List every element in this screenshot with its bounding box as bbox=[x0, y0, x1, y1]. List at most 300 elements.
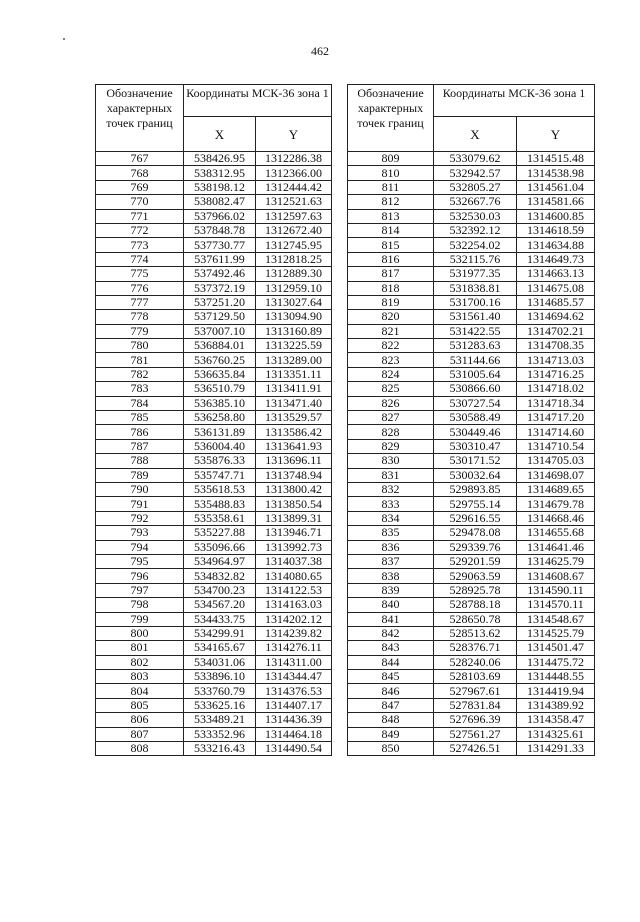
table-row bbox=[96, 166, 332, 180]
point-number: 789 bbox=[96, 468, 184, 482]
coord-y: 1314448.55 bbox=[517, 670, 595, 684]
table-row bbox=[348, 698, 595, 712]
coord-y: 1314714.60 bbox=[517, 425, 595, 439]
coord-y: 1314276.11 bbox=[256, 641, 332, 655]
table-row bbox=[96, 454, 332, 468]
point-number: 778 bbox=[96, 310, 184, 324]
coord-y: 1314718.34 bbox=[517, 396, 595, 410]
point-number: 824 bbox=[348, 367, 434, 381]
coord-x: 531838.81 bbox=[434, 281, 517, 295]
coord-x: 528513.62 bbox=[434, 626, 517, 640]
coord-x: 536004.40 bbox=[184, 439, 256, 453]
coord-x: 529893.85 bbox=[434, 482, 517, 496]
coord-y: 1314702.21 bbox=[517, 324, 595, 338]
table-row bbox=[348, 482, 595, 496]
coord-x: 536510.79 bbox=[184, 382, 256, 396]
coord-y: 1312745.95 bbox=[256, 238, 332, 252]
coord-x: 538426.95 bbox=[184, 152, 256, 166]
coord-x: 536635.84 bbox=[184, 367, 256, 381]
coord-x: 529201.59 bbox=[434, 554, 517, 568]
table-row bbox=[96, 324, 332, 338]
table-row bbox=[96, 396, 332, 410]
point-number: 775 bbox=[96, 267, 184, 281]
point-number: 800 bbox=[96, 626, 184, 640]
table-row bbox=[96, 310, 332, 324]
point-number: 826 bbox=[348, 396, 434, 410]
coord-y: 1314291.33 bbox=[517, 742, 595, 756]
coord-y: 1314675.08 bbox=[517, 281, 595, 295]
point-number: 837 bbox=[348, 554, 434, 568]
table-row bbox=[348, 670, 595, 684]
point-number: 823 bbox=[348, 353, 434, 367]
table-row bbox=[96, 684, 332, 698]
point-number: 794 bbox=[96, 540, 184, 554]
coord-x: 532254.02 bbox=[434, 238, 517, 252]
point-number: 832 bbox=[348, 482, 434, 496]
coord-y: 1314358.47 bbox=[517, 713, 595, 727]
table-row bbox=[96, 295, 332, 309]
point-number: 814 bbox=[348, 223, 434, 237]
coord-y: 1314655.68 bbox=[517, 526, 595, 540]
coord-y: 1314464.18 bbox=[256, 727, 332, 741]
table-row bbox=[348, 382, 595, 396]
coord-x: 537251.20 bbox=[184, 295, 256, 309]
coord-y: 1314419.94 bbox=[517, 684, 595, 698]
table-row bbox=[348, 324, 595, 338]
coord-x: 528788.18 bbox=[434, 598, 517, 612]
point-number: 839 bbox=[348, 583, 434, 597]
table-row bbox=[96, 612, 332, 626]
coord-y: 1313992.73 bbox=[256, 540, 332, 554]
table-row bbox=[96, 670, 332, 684]
header-y: Y bbox=[517, 117, 595, 152]
coord-y: 1314561.04 bbox=[517, 180, 595, 194]
coord-y: 1313946.71 bbox=[256, 526, 332, 540]
point-number: 801 bbox=[96, 641, 184, 655]
table-row bbox=[96, 742, 332, 756]
coord-y: 1314641.46 bbox=[517, 540, 595, 554]
coord-y: 1314581.66 bbox=[517, 195, 595, 209]
table-row bbox=[96, 425, 332, 439]
coord-x: 533760.79 bbox=[184, 684, 256, 698]
table-row bbox=[348, 511, 595, 525]
point-number: 785 bbox=[96, 411, 184, 425]
coord-x: 537966.02 bbox=[184, 209, 256, 223]
coord-x: 531977.35 bbox=[434, 267, 517, 281]
table-row bbox=[348, 411, 595, 425]
coord-x: 533352.96 bbox=[184, 727, 256, 741]
coord-x: 529755.14 bbox=[434, 497, 517, 511]
table-row bbox=[96, 598, 332, 612]
coord-x: 531561.40 bbox=[434, 310, 517, 324]
coord-x: 535747.71 bbox=[184, 468, 256, 482]
header-coordinate-system: Координаты МСК-36 зона 1 bbox=[184, 85, 332, 117]
point-number: 776 bbox=[96, 281, 184, 295]
table-row bbox=[96, 209, 332, 223]
point-number: 834 bbox=[348, 511, 434, 525]
coord-x: 530310.47 bbox=[434, 439, 517, 453]
coord-x: 531283.63 bbox=[434, 339, 517, 353]
coord-y: 1314716.25 bbox=[517, 367, 595, 381]
coord-x: 531700.16 bbox=[434, 295, 517, 309]
point-number: 770 bbox=[96, 195, 184, 209]
coord-y: 1314713.03 bbox=[517, 353, 595, 367]
point-number: 849 bbox=[348, 727, 434, 741]
coord-x: 534165.67 bbox=[184, 641, 256, 655]
table-row bbox=[348, 267, 595, 281]
table-row bbox=[348, 209, 595, 223]
coord-y: 1314708.35 bbox=[517, 339, 595, 353]
table-row bbox=[348, 367, 595, 381]
table-row bbox=[348, 195, 595, 209]
table-row bbox=[96, 252, 332, 266]
point-number: 825 bbox=[348, 382, 434, 396]
point-number: 802 bbox=[96, 655, 184, 669]
point-number: 848 bbox=[348, 713, 434, 727]
point-number: 842 bbox=[348, 626, 434, 640]
table-row bbox=[96, 180, 332, 194]
table-row bbox=[348, 180, 595, 194]
coord-x: 537129.50 bbox=[184, 310, 256, 324]
page-number: 462 bbox=[311, 44, 329, 58]
coord-y: 1314608.67 bbox=[517, 569, 595, 583]
table-row bbox=[96, 238, 332, 252]
coord-y: 1314548.67 bbox=[517, 612, 595, 626]
header-x: X bbox=[434, 117, 517, 152]
coord-y: 1314501.47 bbox=[517, 641, 595, 655]
point-number: 793 bbox=[96, 526, 184, 540]
table-row bbox=[348, 252, 595, 266]
coord-x: 537492.46 bbox=[184, 267, 256, 281]
coord-y: 1314649.73 bbox=[517, 252, 595, 266]
coord-y: 1314663.13 bbox=[517, 267, 595, 281]
coord-x: 533079.62 bbox=[434, 152, 517, 166]
coord-y: 1312444.42 bbox=[256, 180, 332, 194]
table-row bbox=[348, 655, 595, 669]
coord-y: 1313850.54 bbox=[256, 497, 332, 511]
coord-y: 1313225.59 bbox=[256, 339, 332, 353]
point-number: 783 bbox=[96, 382, 184, 396]
table-row bbox=[96, 497, 332, 511]
point-number: 813 bbox=[348, 209, 434, 223]
table-row bbox=[96, 223, 332, 237]
coord-x: 535876.33 bbox=[184, 454, 256, 468]
point-number: 807 bbox=[96, 727, 184, 741]
coord-x: 527426.51 bbox=[434, 742, 517, 756]
point-number: 822 bbox=[348, 339, 434, 353]
coord-y: 1313696.11 bbox=[256, 454, 332, 468]
table-row bbox=[348, 540, 595, 554]
point-number: 836 bbox=[348, 540, 434, 554]
coord-x: 535096.66 bbox=[184, 540, 256, 554]
coord-x: 533489.21 bbox=[184, 713, 256, 727]
coord-y: 1312597.63 bbox=[256, 209, 332, 223]
point-number: 806 bbox=[96, 713, 184, 727]
table-row bbox=[96, 713, 332, 727]
coord-y: 1314634.88 bbox=[517, 238, 595, 252]
coord-x: 527831.84 bbox=[434, 698, 517, 712]
point-number: 792 bbox=[96, 511, 184, 525]
point-number: 816 bbox=[348, 252, 434, 266]
point-number: 784 bbox=[96, 396, 184, 410]
coord-y: 1313586.42 bbox=[256, 425, 332, 439]
point-number: 833 bbox=[348, 497, 434, 511]
point-number: 840 bbox=[348, 598, 434, 612]
point-number: 773 bbox=[96, 238, 184, 252]
point-number: 838 bbox=[348, 569, 434, 583]
coord-y: 1314407.17 bbox=[256, 698, 332, 712]
table-row bbox=[96, 367, 332, 381]
coord-x: 527696.39 bbox=[434, 713, 517, 727]
table-row bbox=[348, 425, 595, 439]
coord-x: 532392.12 bbox=[434, 223, 517, 237]
point-number: 781 bbox=[96, 353, 184, 367]
coord-y: 1313289.00 bbox=[256, 353, 332, 367]
coord-y: 1314685.57 bbox=[517, 295, 595, 309]
coord-x: 529063.59 bbox=[434, 569, 517, 583]
table-row bbox=[96, 655, 332, 669]
point-number: 850 bbox=[348, 742, 434, 756]
point-number: 786 bbox=[96, 425, 184, 439]
coord-x: 534832.82 bbox=[184, 569, 256, 583]
table-row bbox=[348, 742, 595, 756]
coord-x: 530588.49 bbox=[434, 411, 517, 425]
coord-x: 527967.61 bbox=[434, 684, 517, 698]
coord-y: 1314679.78 bbox=[517, 497, 595, 511]
coord-y: 1314625.79 bbox=[517, 554, 595, 568]
point-number: 809 bbox=[348, 152, 434, 166]
table-row bbox=[348, 353, 595, 367]
coord-x: 528376.71 bbox=[434, 641, 517, 655]
point-number: 828 bbox=[348, 425, 434, 439]
table-row bbox=[96, 526, 332, 540]
point-number: 815 bbox=[348, 238, 434, 252]
coordinates-table-left bbox=[95, 84, 332, 756]
coord-x: 537007.10 bbox=[184, 324, 256, 338]
table-row bbox=[348, 310, 595, 324]
coordinates-table-right bbox=[347, 84, 595, 756]
point-number: 803 bbox=[96, 670, 184, 684]
table-row bbox=[348, 454, 595, 468]
coord-y: 1314389.92 bbox=[517, 698, 595, 712]
point-number: 782 bbox=[96, 367, 184, 381]
coord-x: 533216.43 bbox=[184, 742, 256, 756]
coord-y: 1314718.02 bbox=[517, 382, 595, 396]
coord-x: 531422.55 bbox=[434, 324, 517, 338]
coord-x: 537372.19 bbox=[184, 281, 256, 295]
point-number: 841 bbox=[348, 612, 434, 626]
table-row bbox=[96, 468, 332, 482]
coord-x: 530032.64 bbox=[434, 468, 517, 482]
point-number: 798 bbox=[96, 598, 184, 612]
coord-x: 534299.91 bbox=[184, 626, 256, 640]
table-row bbox=[348, 684, 595, 698]
point-number: 808 bbox=[96, 742, 184, 756]
coord-y: 1312889.30 bbox=[256, 267, 332, 281]
coord-y: 1314525.79 bbox=[517, 626, 595, 640]
coord-x: 529478.08 bbox=[434, 526, 517, 540]
coord-x: 532530.03 bbox=[434, 209, 517, 223]
coord-y: 1314344.47 bbox=[256, 670, 332, 684]
point-number: 845 bbox=[348, 670, 434, 684]
table-row bbox=[348, 396, 595, 410]
table-row bbox=[348, 281, 595, 295]
coord-y: 1314698.07 bbox=[517, 468, 595, 482]
point-number: 817 bbox=[348, 267, 434, 281]
coord-y: 1314436.39 bbox=[256, 713, 332, 727]
table-row bbox=[348, 626, 595, 640]
coord-x: 528650.78 bbox=[434, 612, 517, 626]
table-row bbox=[348, 223, 595, 237]
coord-y: 1314239.82 bbox=[256, 626, 332, 640]
point-number: 804 bbox=[96, 684, 184, 698]
point-number: 827 bbox=[348, 411, 434, 425]
header-y: Y bbox=[256, 117, 332, 152]
point-number: 791 bbox=[96, 497, 184, 511]
coord-x: 538082.47 bbox=[184, 195, 256, 209]
table-row bbox=[348, 727, 595, 741]
coord-y: 1314376.53 bbox=[256, 684, 332, 698]
point-number: 771 bbox=[96, 209, 184, 223]
point-number: 767 bbox=[96, 152, 184, 166]
coord-x: 528925.78 bbox=[434, 583, 517, 597]
coord-x: 530866.60 bbox=[434, 382, 517, 396]
table-row bbox=[96, 267, 332, 281]
point-number: 847 bbox=[348, 698, 434, 712]
coord-x: 534964.97 bbox=[184, 554, 256, 568]
coord-x: 537611.99 bbox=[184, 252, 256, 266]
table-row bbox=[96, 482, 332, 496]
coord-y: 1312286.38 bbox=[256, 152, 332, 166]
coord-y: 1314490.54 bbox=[256, 742, 332, 756]
header-point-label: Обозначение характерных точек границ bbox=[348, 85, 434, 152]
coord-x: 534031.06 bbox=[184, 655, 256, 669]
table-row bbox=[96, 353, 332, 367]
table-row bbox=[96, 569, 332, 583]
coord-y: 1313027.64 bbox=[256, 295, 332, 309]
table-row bbox=[96, 583, 332, 597]
coord-y: 1314202.12 bbox=[256, 612, 332, 626]
coord-y: 1314570.11 bbox=[517, 598, 595, 612]
coord-x: 535488.83 bbox=[184, 497, 256, 511]
point-number: 788 bbox=[96, 454, 184, 468]
coord-y: 1314710.54 bbox=[517, 439, 595, 453]
coord-y: 1314325.61 bbox=[517, 727, 595, 741]
point-number: 812 bbox=[348, 195, 434, 209]
coord-x: 536258.80 bbox=[184, 411, 256, 425]
coord-y: 1312818.25 bbox=[256, 252, 332, 266]
point-number: 830 bbox=[348, 454, 434, 468]
coord-y: 1312521.63 bbox=[256, 195, 332, 209]
table-row bbox=[348, 152, 595, 166]
coord-y: 1314705.03 bbox=[517, 454, 595, 468]
coord-y: 1314475.72 bbox=[517, 655, 595, 669]
scan-speck bbox=[63, 38, 65, 40]
coord-y: 1313748.94 bbox=[256, 468, 332, 482]
point-number: 774 bbox=[96, 252, 184, 266]
table-row bbox=[96, 439, 332, 453]
coord-x: 531144.66 bbox=[434, 353, 517, 367]
coord-y: 1314515.48 bbox=[517, 152, 595, 166]
table-row bbox=[348, 339, 595, 353]
table-row bbox=[348, 612, 595, 626]
header-x: X bbox=[184, 117, 256, 152]
coord-x: 527561.27 bbox=[434, 727, 517, 741]
table-row bbox=[96, 626, 332, 640]
table-row bbox=[348, 238, 595, 252]
coord-x: 532667.76 bbox=[434, 195, 517, 209]
point-number: 777 bbox=[96, 295, 184, 309]
coord-y: 1314668.46 bbox=[517, 511, 595, 525]
coord-x: 529339.76 bbox=[434, 540, 517, 554]
table-row bbox=[348, 166, 595, 180]
coord-x: 532942.57 bbox=[434, 166, 517, 180]
coord-y: 1313641.93 bbox=[256, 439, 332, 453]
point-number: 787 bbox=[96, 439, 184, 453]
coord-x: 532805.27 bbox=[434, 180, 517, 194]
table-row bbox=[348, 598, 595, 612]
point-number: 797 bbox=[96, 583, 184, 597]
coord-x: 530727.54 bbox=[434, 396, 517, 410]
coord-y: 1314122.53 bbox=[256, 583, 332, 597]
coord-y: 1313351.11 bbox=[256, 367, 332, 381]
coord-y: 1314080.65 bbox=[256, 569, 332, 583]
coord-x: 531005.64 bbox=[434, 367, 517, 381]
table-row bbox=[348, 583, 595, 597]
coord-y: 1313800.42 bbox=[256, 482, 332, 496]
header-point-label: Обозначение характерных точек границ bbox=[96, 85, 184, 152]
point-number: 835 bbox=[348, 526, 434, 540]
table-row bbox=[96, 727, 332, 741]
table-row bbox=[348, 497, 595, 511]
coord-y: 1312672.40 bbox=[256, 223, 332, 237]
coord-x: 536884.01 bbox=[184, 339, 256, 353]
coord-x: 537848.78 bbox=[184, 223, 256, 237]
point-number: 779 bbox=[96, 324, 184, 338]
point-number: 805 bbox=[96, 698, 184, 712]
point-number: 819 bbox=[348, 295, 434, 309]
table-row bbox=[348, 713, 595, 727]
coord-x: 530449.46 bbox=[434, 425, 517, 439]
coord-y: 1314694.62 bbox=[517, 310, 595, 324]
table-row bbox=[96, 698, 332, 712]
point-number: 829 bbox=[348, 439, 434, 453]
coord-x: 533625.16 bbox=[184, 698, 256, 712]
coord-x: 529616.55 bbox=[434, 511, 517, 525]
coord-y: 1312959.10 bbox=[256, 281, 332, 295]
table-row bbox=[348, 468, 595, 482]
point-number: 769 bbox=[96, 180, 184, 194]
table-row bbox=[96, 641, 332, 655]
table-row bbox=[348, 526, 595, 540]
coord-x: 535358.61 bbox=[184, 511, 256, 525]
coord-y: 1312366.00 bbox=[256, 166, 332, 180]
coord-x: 534433.75 bbox=[184, 612, 256, 626]
coord-y: 1313094.90 bbox=[256, 310, 332, 324]
coord-y: 1313471.40 bbox=[256, 396, 332, 410]
coord-y: 1314163.03 bbox=[256, 598, 332, 612]
coord-x: 533896.10 bbox=[184, 670, 256, 684]
coord-y: 1314717.20 bbox=[517, 411, 595, 425]
point-number: 780 bbox=[96, 339, 184, 353]
header-coordinate-system: Координаты МСК-36 зона 1 bbox=[434, 85, 595, 117]
coord-x: 532115.76 bbox=[434, 252, 517, 266]
table-row bbox=[96, 411, 332, 425]
table-row bbox=[348, 554, 595, 568]
coord-x: 534567.20 bbox=[184, 598, 256, 612]
table-row bbox=[96, 281, 332, 295]
point-number: 810 bbox=[348, 166, 434, 180]
